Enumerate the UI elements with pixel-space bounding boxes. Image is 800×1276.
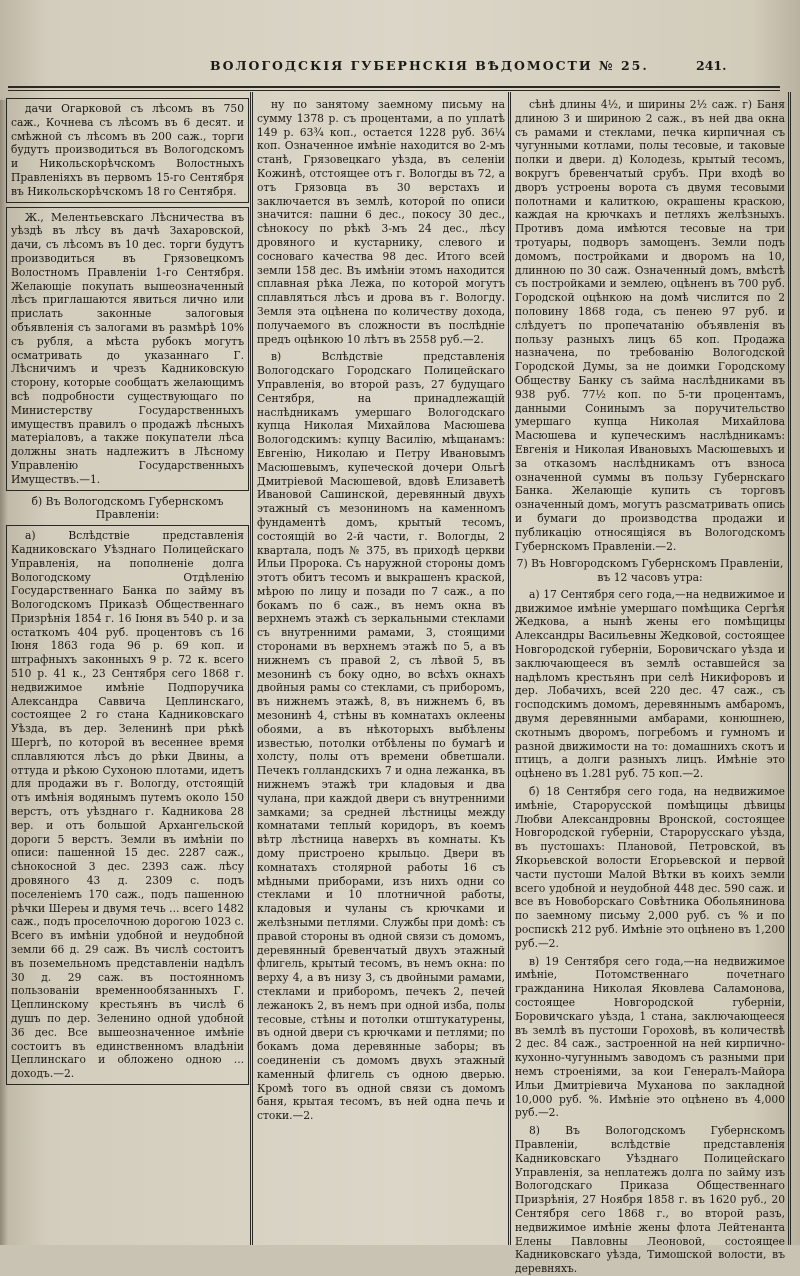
page-header xyxy=(0,48,800,88)
notice-paragraph: сѣнѣ длины 4½, и ширины 2½ саж. г) Баня длиною 3 и шириною 2 саж., въ ней два окна съ рамами и стеклами, печка кирпичная съ чугунными котлами, полы тесовые, и таковые полки и двери. д) Колодезь, крытый тесомъ, вокругъ бревенчатый срубъ. При входѣ во дворъ устроены ворота съ двумя тесовыми полотнами и калиткою, окрашены краскою, каждая на крючкахъ и петляхъ желѣзныхъ. Противъ дома имѣются тесовые на три тротуары, подворъ замощенъ. Земли подъ домомъ, постройками и дворомъ на 10, длинною по 30 саж. Означенный домъ, вмѣстѣ съ постройками и землею, оцѣненъ въ 700 руб. Городской оцѣнкою на домѣ числится по 2 половину 1868 года, съ пенею 97 руб. и слѣдуетъ по пропечатанію объявленія въ пользу разныхъ лицъ 65 коп. Продажа назначена, по требованію Вологодской Городской Думы, за не доимки Городскому Обществу Банку съ займа наслѣдниками въ 938 руб. 77½ коп. по 5-ти процентамъ, данными Сонинымъ за поручительство умершаго купца Николая Михайлова Масюшева и купеческимъ наслѣдникамъ: Евгенія и Николая Ивановыхъ Масюшевыхъ и за отказомъ наслѣдникамъ отъ взноса означенной суммы въ пользу Губернскаго Банка. Желающіе купить съ торговъ означенный домъ, могутъ разсматривать опись и бумаги до производства продажи и публикацію относящіяся въ Вологодскомъ Губернскомъ Правленіи.—2. xyxy=(515,98,785,553)
column-3 xyxy=(515,98,785,1276)
notice-paragraph: в) Вслѣдствіе представленія Вологодскаго Городскаго Полицейскаго Управленія, во второй разъ, 27 будущаго Сентября, на принадлежащій наслѣдникамъ умершаго Вологодскаго купца Николая Михайлова Масюшева Вологодскимъ: купцу Василію, мѣщанамъ: Евгенію, Николаю и Петру Ивановымъ Масюшевымъ, купеческой дочери Ольгѣ Дмитріевой Масюшевой, вдовѣ Елизаветѣ Ивановой Сашинской, деревянный двухъ этажный съ мезониномъ на каменномъ фундаментѣ домъ, крытый тесомъ, состоящій во 2-й части, г. Вологды, 2 квартала, подъ № 375, въ приходѣ церкви Ильи Пророка. Съ наружной стороны домъ этотъ обитъ тесомъ и выкрашенъ краской, мѣрою по лицу и позади по 7 саж., а по бокамъ по 6 саж., въ немъ окна въ верхнемъ этажѣ съ зеркальными стеклами съ внутренними рамами, 3, стоящими сторонами въ верхнемъ этажѣ по 5, а въ нижнемъ съ правой 2, съ лѣвой 5, въ мезонинѣ съ боку одно, во всѣхъ окнахъ двойныя рамы со стеклами, съ приборомъ, въ нижнемъ этажѣ, 8, въ нижнемъ 6, въ мезонинѣ 4, стѣны въ комнатахъ оклеены обоями, а въ нѣкоторыхъ выбѣлены известью, потолки отбѣлены по бумагѣ и холсту, полы отъ времени обветшали. Печекъ голландскихъ 7 и одна лежанка, въ нижнемъ этажѣ три кладовыя и два чулана, при каждой двери съ внутренними замками; за средней лѣстницы между комнатами теплый коридоръ, въ коемъ вѣтр лѣстница наверхъ въ комнаты. Къ дому пристроено крыльцо. Двери въ комнатахъ столярной работы 16 съ мѣдными приборами, изъ нихъ одни со стеклами и 10 плотничной работы, кладовыя и чуланы съ крючками и желѣзными петлями. Службы при домѣ: съ правой стороны въ одной связи съ домомъ, деревянный бревенчатый двухъ этажный флигель, крытый тесомъ, въ немъ окна: по верху 4, а въ низу 3, съ двойными рамами, стеклами и приборомъ, печекъ 2, печей лежанокъ 2, въ немъ при одной изба, полы тесовые, стѣны и потолки отштукатурены, въ одной двери съ крючками и петлями; по бокамъ дома деревянные заборы; въ соединеніи съ домомъ двухъ этажный каменный флигель съ одною дверью. Кромѣ того въ одной связи съ домомъ баня, крытая тесомъ, въ ней одна печь и стоки.—2. xyxy=(257,350,505,1123)
boxed-notice: дачи Огарковой съ лѣсомъ въ 750 саж., Кочнева съ лѣсомъ въ 6 десят. и смѣжной съ лѣсомъ въ 200 саж., торги будутъ производиться въ Вологодскомъ и Никольскорѣчскомъ Волостныхъ Правленіяхъ въ первомъ 15-го Сентября въ Никольскорѣчскомъ 18 го Сентября. xyxy=(6,98,249,203)
column-rule xyxy=(250,92,253,1245)
boxed-notice: а) Вслѣдствіе представленія Кадниковскаго Уѣзднаго Полицейскаго Управленія, на пополненіе долга Вологодскому Отдѣленію Государственнаго Банка по займу въ Вологодскомъ Приказѣ Общественнаго Призрѣнія 1854 г. 16 Іюня въ 540 р. и за остаткомъ 404 руб. процентовъ съ 16 Іюня 1863 года 96 р. 69 коп. и штрафныхъ законныхъ 9 р. 72 к. всего 510 р. 41 к., 23 Сентября сего 1868 г. недвижимое имѣніе Подпоручика Александра Саввича Цеплинскаго, состоящее 2 го стана Кадниковскаго Уѣзда, въ дер. Зеленинѣ при рѣкѣ Шергѣ, по которой въ весеннее время сплавляются лѣсъ до рѣки Двины, а оттуда и рѣкою Сухоною плотами, идетъ для продажи въ г. Вологду, отстоящій отъ имѣнія водянымъ путемъ около 150 верстъ, отъ уѣзднаго г. Кадникова 28 вер. и отъ большой Архангельской дороги 5 верстъ. Земли въ имѣніи по описи: пашенной 15 дес. 2287 саж., сѣнокосной 3 дес. 2393 саж. лѣсу дровяного 43 д. 2309 с. подъ поселеніемъ 170 саж., подъ пашенною рѣчки Шереы и двумя течь ... всего 1482 саж., подъ проселочною дорогою 1023 с. Всего въ имѣніи удобной и неудобной земли 66 д. 29 саж. Въ числѣ состоитъ въ поземельномъ представленіи надѣлъ 30 д. 29 саж. въ постоянномъ пользованіи временнообязанныхъ Г. Цеплинскому крестьянъ въ числѣ 6 душъ по дер. Зеленино одной удобной 36 дес. Все вышеозначенное имѣніе состоитъ въ единственномъ владѣніи Цеплинскаго и обложено одною ... доходъ.—2. xyxy=(6,525,249,1085)
notice-paragraph: а) 17 Сентября сего года,—на недвижимое и движимое имѣніе умершаго помѣщика Сергѣя Жедкова, а нынѣ жены его помѣщицы Александры Васильевны Жедковой, состоящее Новгородской губерніи, Боровичскаго уѣзда и заключающееся въ землѣ оставшейся за надѣломъ крестьянъ при селѣ Никифоровъ и дер. Лобачихъ, всей 220 дес. 47 саж., съ господскимъ домомъ, деревяннымъ амбаромъ, двумя деревянными амбарами, конюшнею, скотнымъ дворомъ, погребомъ и гумномъ и разной движимости на то: домашнихъ скотъ и птицъ, а долги разныхъ лицъ. Имѣніе это оцѣнено въ 1.281 руб. 75 коп.—2. xyxy=(515,587,785,781)
notice-paragraph: б) 18 Сентября сего года, на недвижимое имѣніе, Старорусской помѣщицы дѣвицы Любви Александровны Вронской, состоящее Новгородской губерніи, Старорусскаго уѣзда, въ пустошахъ: Плановой, Петровской, въ Якорьевской волости Егорьевской и первой части пустоши Малой Вѣтки въ коихъ земли всего удобной и неудобной 448 дес. 590 саж. и все въ Новоборскаго Совѣтника Обольянинова по заемному письму 2,000 руб. съ % и по роспискѣ 212 руб. Имѣніе это оцѣнено въ 1,200 руб.—2. xyxy=(515,785,785,950)
boxed-notice: Ж., Мелентьевскаго Лѣсничества въ уѣздѣ въ лѣсу въ дачѣ Захаровской, дачи, съ лѣсомъ въ 10 дес. торги будутъ производиться въ Грязовецкомъ Волостномъ Правленіи 1-го Сентября. Желающіе покупать вышеозначенный лѣсъ приглашаются явиться лично или прислать законные залоговыя объявленія съ залогами въ размѣрѣ 10% съ рубля, а мѣста рубокъ могутъ осматривать до указаннаго Г. Лѣсничимъ и чрезъ Кадниковскую сторону, которые сообщатъ желающимъ всѣ подробности существующаго по Министерству Государственныхъ имуществъ правилъ о продажѣ лѣсныхъ матеріаловъ, а также покупатели лѣса должны знать надлежитъ в Лѣсному Управленію Государственныхъ Имуществъ.—1. xyxy=(6,207,249,491)
notice-paragraph: 8) Въ Вологодскомъ Губернскомъ Правленіи, вслѣдствіе представленія Кадниковскаго Уѣзднаго Полицейскаго Управленія, за неплатежъ долга по займу изъ Вологодскаго Приказа Общественнаго Призрѣнія, 27 Ноября 1858 г. въ 1620 руб., 20 Сентября сего 1868 г., во второй разъ, недвижимое имѣніе жены флота Лейтенанта Елены Павловны Леоновой, состоящее Кадниковскаго уѣзда, Тимошской волости, въ деревняхъ. xyxy=(515,1124,785,1276)
header-rule xyxy=(8,86,780,91)
notice-paragraph: ну по занятому заемному письму на сумму 1378 р. съ процентами, а по уплатѣ 149 р. 63¾ коп., остается 1228 руб. 36¼ коп. Означенное имѣніе находится во 2-мъ станѣ, Грязовецкаго уѣзда, въ селеніи Кожинѣ, отстоящее отъ г. Вологды въ 72, а отъ Грязовца въ 30 верстахъ и заключается въ землѣ, которой по описи значится: пашни 6 дес., покосу 30 дес., сѣнокосу по рѣкѣ 3-мъ 24 дес., лѣсу дровяного и кустарнику, слевого и сосновагo качества 98 дес. Итого всей земли 158 дес. Въ имѣніи этомъ находится сплавная рѣка Лежа, по которой могутъ сплавляться лѣсъ и дрова въ г. Вологду. Земля эта оцѣнена по количеству дохода, получаемого въ сложности въ послѣдніе предъ оцѣнкою 10 лѣтъ въ 2558 руб.—2. xyxy=(257,98,505,346)
section-heading: б) Въ Вологодскомъ Губернскомъ Правленіи: xyxy=(31,494,224,522)
column-2 xyxy=(257,98,505,1245)
column-rule xyxy=(788,92,791,1245)
header-title: ВОЛОГОДСКІЯ ГУБЕРНСКІЯ ВѢДОМОСТИ № 25. xyxy=(210,58,649,73)
column-rule xyxy=(508,92,511,1245)
column-1 xyxy=(6,98,249,1245)
notice-paragraph: в) 19 Сентября сего года,—на недвижимое имѣніе, Потомственнаго почетнаго гражданина Николая Яковлева Саламонова, состоящее Новгородской губерніи, Боровичскаго уѣзда, 1 стана, заключающееся въ землѣ въ пустоши Гороховѣ, въ количествѣ 2 дес. 84 саж., застроенной на ней кирпично-кухонно-чугуннымъ заводомъ съ разными при немъ строеніями, за кои Генералъ-Майора Ильи Дмитріевича Муханова по закладной 10,000 руб. %. Имѣніе это оцѣнено въ 4,000 руб.—2. xyxy=(515,954,785,1120)
section-heading: 7) Въ Новгородскомъ Губернскомъ Правленіи, въ 12 часовъ утра: xyxy=(516,557,784,585)
page-number: 241. xyxy=(696,58,727,73)
